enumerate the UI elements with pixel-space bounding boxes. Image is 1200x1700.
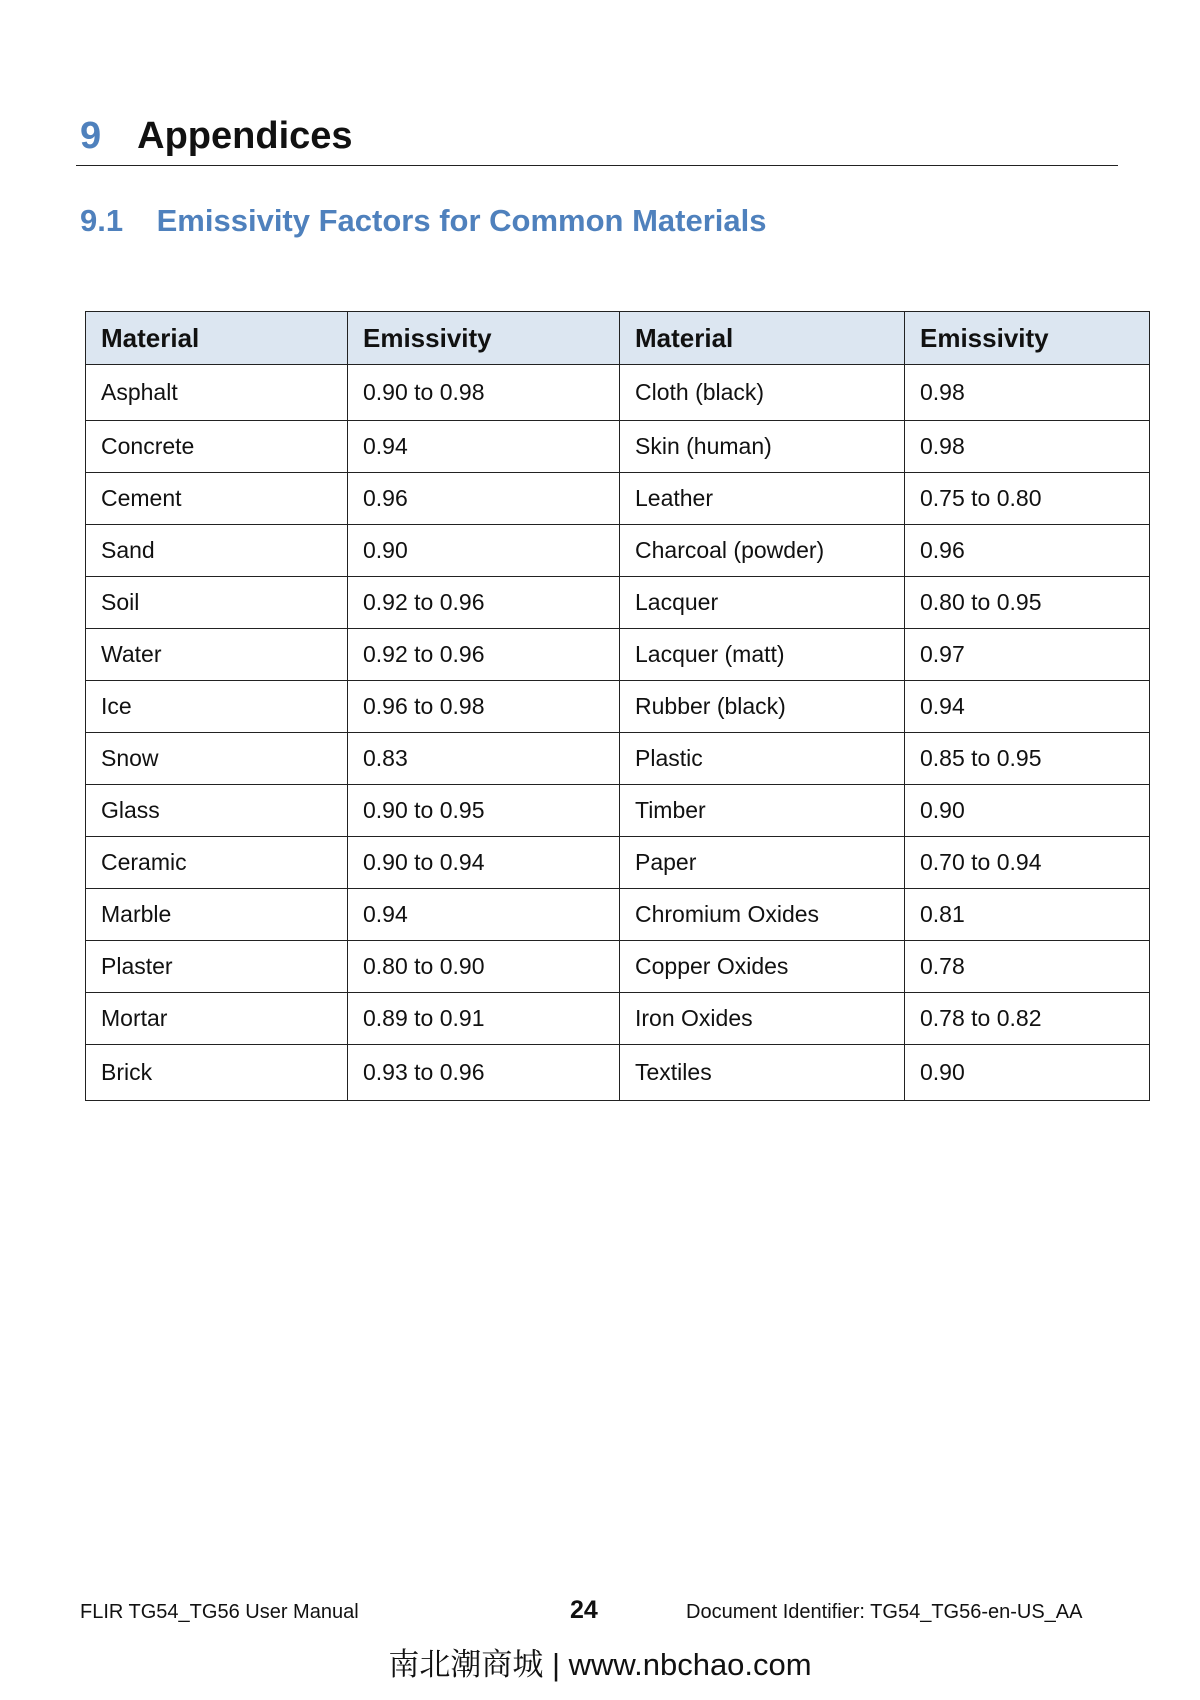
material-cell: Lacquer: [620, 577, 905, 629]
material-cell: Plaster: [86, 941, 348, 993]
emissivity-cell: 0.94: [348, 889, 620, 941]
material-cell: Textiles: [620, 1045, 905, 1101]
material-cell: Snow: [86, 733, 348, 785]
table-row: [86, 365, 1150, 421]
table-row: [86, 837, 1150, 889]
table-row: [86, 785, 1150, 837]
header-material-right: Material: [620, 312, 905, 365]
emissivity-cell: 0.78 to 0.82: [905, 993, 1150, 1045]
emissivity-cell: 0.70 to 0.94: [905, 837, 1150, 889]
emissivity-cell: 0.90 to 0.95: [348, 785, 620, 837]
emissivity-cell: 0.80 to 0.95: [905, 577, 1150, 629]
chapter-number: 9: [80, 115, 102, 157]
table-row: [86, 681, 1150, 733]
material-cell: Mortar: [86, 993, 348, 1045]
emissivity-cell: 0.90: [348, 525, 620, 577]
material-cell: Glass: [86, 785, 348, 837]
material-cell: Water: [86, 629, 348, 681]
material-cell: Concrete: [86, 421, 348, 473]
material-cell: Cloth (black): [620, 365, 905, 421]
emissivity-cell: 0.97: [905, 629, 1150, 681]
emissivity-cell: 0.96: [348, 473, 620, 525]
material-cell: Ice: [86, 681, 348, 733]
emissivity-cell: 0.90: [905, 1045, 1150, 1101]
emissivity-cell: 0.92 to 0.96: [348, 629, 620, 681]
section-number: 9.1: [80, 203, 124, 238]
material-cell: Leather: [620, 473, 905, 525]
chapter-heading: [80, 112, 353, 160]
emissivity-cell: 0.90: [905, 785, 1150, 837]
section-heading: [80, 200, 766, 242]
table-row: [86, 421, 1150, 473]
material-cell: Skin (human): [620, 421, 905, 473]
table-row: [86, 473, 1150, 525]
emissivity-cell: 0.98: [905, 365, 1150, 421]
section-title: Emissivity Factors for Common Materials: [156, 203, 767, 238]
emissivity-cell: 0.96 to 0.98: [348, 681, 620, 733]
header-emissivity-right: Emissivity: [905, 312, 1150, 365]
material-cell: Iron Oxides: [620, 993, 905, 1045]
table-row: [86, 525, 1150, 577]
material-cell: Ceramic: [86, 837, 348, 889]
emissivity-cell: 0.81: [905, 889, 1150, 941]
table-row: [86, 941, 1150, 993]
emissivity-cell: 0.89 to 0.91: [348, 993, 620, 1045]
header-emissivity-left: Emissivity: [348, 312, 620, 365]
table-row: [86, 733, 1150, 785]
emissivity-cell: 0.85 to 0.95: [905, 733, 1150, 785]
material-cell: Cement: [86, 473, 348, 525]
material-cell: Soil: [86, 577, 348, 629]
material-cell: Lacquer (matt): [620, 629, 905, 681]
table-row: [86, 629, 1150, 681]
emissivity-cell: 0.80 to 0.90: [348, 941, 620, 993]
emissivity-cell: 0.94: [348, 421, 620, 473]
chapter-divider: [76, 165, 1118, 166]
emissivity-cell: 0.94: [905, 681, 1150, 733]
emissivity-cell: 0.75 to 0.80: [905, 473, 1150, 525]
emissivity-table: [85, 311, 1150, 1101]
table-row: [86, 577, 1150, 629]
emissivity-cell: 0.96: [905, 525, 1150, 577]
material-cell: Plastic: [620, 733, 905, 785]
header-material-left: Material: [86, 312, 348, 365]
material-cell: Rubber (black): [620, 681, 905, 733]
emissivity-cell: 0.93 to 0.96: [348, 1045, 620, 1101]
table-row: [86, 889, 1150, 941]
emissivity-cell: 0.92 to 0.96: [348, 577, 620, 629]
table-row: [86, 993, 1150, 1045]
emissivity-cell: 0.90 to 0.98: [348, 365, 620, 421]
material-cell: Paper: [620, 837, 905, 889]
material-cell: Marble: [86, 889, 348, 941]
material-cell: Asphalt: [86, 365, 348, 421]
footer-document-identifier: Document Identifier: TG54_TG56-en-US_AA: [686, 1601, 1083, 1623]
table-row: [86, 1045, 1150, 1101]
material-cell: Brick: [86, 1045, 348, 1101]
table-header-row: [86, 312, 1150, 365]
emissivity-cell: 0.78: [905, 941, 1150, 993]
watermark-text: 南北潮商城 | www.nbchao.com: [388, 1647, 812, 1682]
emissivity-cell: 0.90 to 0.94: [348, 837, 620, 889]
footer-manual-title: FLIR TG54_TG56 User Manual: [80, 1601, 359, 1623]
emissivity-cell: 0.98: [905, 421, 1150, 473]
material-cell: Chromium Oxides: [620, 889, 905, 941]
material-cell: Timber: [620, 785, 905, 837]
emissivity-cell: 0.83: [348, 733, 620, 785]
material-cell: Sand: [86, 525, 348, 577]
footer-page-number: 24: [570, 1596, 598, 1624]
material-cell: Copper Oxides: [620, 941, 905, 993]
material-cell: Charcoal (powder): [620, 525, 905, 577]
chapter-title: Appendices: [137, 115, 353, 157]
